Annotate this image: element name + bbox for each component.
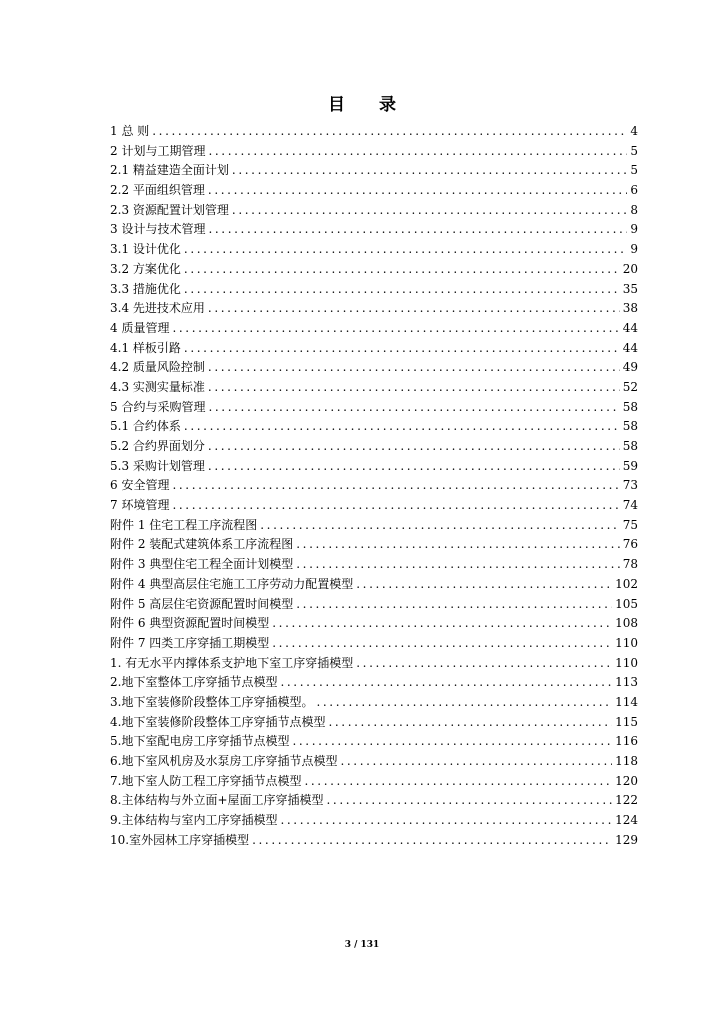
toc-entry[interactable] <box>110 220 638 240</box>
toc-entry-page-number: 102 <box>615 576 638 591</box>
toc-entry[interactable] <box>110 634 638 654</box>
toc-dot-leader <box>304 772 612 792</box>
toc-entry[interactable] <box>110 575 638 595</box>
toc-entry-page-number: 73 <box>622 478 638 493</box>
toc-dot-leader <box>272 634 612 654</box>
toc-dot-leader <box>356 654 612 674</box>
toc-entry-page-number: 52 <box>622 379 638 394</box>
toc-entry-label: 7 环境管理 <box>110 498 170 513</box>
toc-entry[interactable] <box>110 181 638 201</box>
table-of-contents <box>110 122 638 850</box>
toc-entry-label: 附件 6 典型资源配置时间模型 <box>110 616 270 631</box>
toc-entry[interactable] <box>110 595 638 615</box>
toc-dot-leader <box>184 260 620 280</box>
toc-entry-page-number: 59 <box>622 458 638 473</box>
toc-entry-page-number: 115 <box>615 714 638 729</box>
toc-entry-label: 8.主体结构与外立面+屋面工序穿插模型 <box>110 793 324 808</box>
toc-entry[interactable] <box>110 535 638 555</box>
toc-entry-page-number: 110 <box>615 655 638 670</box>
toc-entry[interactable] <box>110 457 638 477</box>
toc-entry-label: 附件 7 四类工序穿插工期模型 <box>110 635 270 650</box>
toc-entry-page-number: 49 <box>622 360 638 375</box>
toc-entry[interactable] <box>110 201 638 221</box>
toc-entry[interactable] <box>110 260 638 280</box>
toc-dot-leader <box>208 181 627 201</box>
toc-entry-page-number: 35 <box>622 281 638 296</box>
toc-entry[interactable] <box>110 516 638 536</box>
toc-dot-leader <box>340 752 612 772</box>
toc-entry[interactable] <box>110 654 638 674</box>
toc-entry-label: 3.4 先进技术应用 <box>110 301 205 316</box>
toc-entry[interactable] <box>110 417 638 437</box>
toc-entry-page-number: 116 <box>615 734 638 749</box>
toc-entry-page-number: 74 <box>622 498 638 513</box>
toc-dot-leader <box>208 358 620 378</box>
toc-entry-page-number: 110 <box>615 635 638 650</box>
toc-entry-page-number: 114 <box>615 694 638 709</box>
toc-entry-page-number: 38 <box>622 301 638 316</box>
toc-entry-label: 7.地下室人防工程工序穿插节点模型 <box>110 773 302 788</box>
toc-dot-leader <box>172 319 619 339</box>
toc-dot-leader <box>208 437 620 457</box>
toc-dot-leader <box>172 476 619 496</box>
toc-dot-leader <box>252 831 612 851</box>
toc-entry-page-number: 120 <box>615 773 638 788</box>
toc-dot-leader <box>316 693 612 713</box>
toc-dot-leader <box>280 811 612 831</box>
toc-entry-page-number: 78 <box>622 557 638 572</box>
toc-entry-page-number: 113 <box>615 675 638 690</box>
toc-entry[interactable] <box>110 673 638 693</box>
toc-entry-page-number: 5 <box>630 163 638 178</box>
toc-entry-label: 1 总 则 <box>110 124 150 138</box>
toc-entry[interactable] <box>110 772 638 792</box>
toc-entry-page-number: 58 <box>622 419 638 434</box>
toc-dot-leader <box>172 496 619 516</box>
toc-entry[interactable] <box>110 358 638 378</box>
toc-dot-leader <box>292 732 612 752</box>
toc-entry[interactable] <box>110 122 638 142</box>
toc-entry-label: 2.地下室整体工序穿插节点模型 <box>110 675 278 690</box>
toc-dot-leader <box>232 201 627 221</box>
toc-dot-leader <box>208 378 620 398</box>
toc-entry[interactable] <box>110 831 638 851</box>
toc-entry[interactable] <box>110 791 638 811</box>
toc-entry-label: 3.地下室装修阶段整体工序穿插模型。 <box>110 694 314 709</box>
toc-entry-page-number: 9 <box>630 222 638 237</box>
toc-dot-leader <box>184 417 620 437</box>
toc-entry-label: 4.2 质量风险控制 <box>110 360 205 375</box>
toc-entry[interactable] <box>110 555 638 575</box>
toc-entry-page-number: 76 <box>622 537 638 552</box>
toc-entry[interactable] <box>110 319 638 339</box>
toc-entry-page-number: 108 <box>615 616 638 631</box>
toc-entry[interactable] <box>110 339 638 359</box>
toc-entry-page-number: 4 <box>630 124 638 138</box>
toc-entry-page-number: 122 <box>615 793 638 808</box>
toc-entry-label: 5 合约与采购管理 <box>110 399 206 414</box>
toc-entry[interactable] <box>110 437 638 457</box>
toc-dot-leader <box>208 142 627 162</box>
toc-entry-label: 10.室外园林工序穿插模型 <box>110 832 250 847</box>
toc-entry-label: 4.1 样板引路 <box>110 340 181 355</box>
toc-dot-leader <box>208 457 620 477</box>
toc-entry-page-number: 124 <box>615 813 638 828</box>
toc-dot-leader <box>272 614 612 634</box>
toc-dot-leader <box>208 398 619 418</box>
toc-entry[interactable] <box>110 378 638 398</box>
toc-entry[interactable] <box>110 752 638 772</box>
toc-entry-label: 6 安全管理 <box>110 478 170 493</box>
page-number-footer: 3 / 131 <box>344 940 380 950</box>
toc-dot-leader <box>260 516 619 536</box>
toc-entry-page-number: 44 <box>622 340 638 355</box>
toc-entry-label: 附件 5 高层住宅资源配置时间模型 <box>110 596 294 611</box>
toc-entry-label: 3 设计与技术管理 <box>110 222 206 237</box>
toc-dot-leader <box>152 122 627 142</box>
toc-entry-page-number: 118 <box>615 754 638 768</box>
toc-entry-page-number: 20 <box>622 261 638 276</box>
toc-entry-label: 附件 4 典型高层住宅施工工序劳动力配置模型 <box>110 576 354 591</box>
toc-entry[interactable] <box>110 161 638 181</box>
toc-dot-leader <box>328 713 612 733</box>
toc-dot-leader <box>184 339 620 359</box>
toc-entry-label: 附件 1 住宅工程工序流程图 <box>110 517 258 532</box>
toc-dot-leader <box>327 791 613 811</box>
toc-entry-label: 4.3 实测实量标准 <box>110 379 205 394</box>
toc-entry-label: 5.1 合约体系 <box>110 419 181 434</box>
toc-entry-label: 1. 有无水平内撑体系支护地下室工序穿插模型 <box>110 655 354 670</box>
toc-entry-page-number: 6 <box>630 183 638 198</box>
toc-entry-page-number: 58 <box>622 439 638 453</box>
toc-dot-leader <box>208 299 620 319</box>
toc-entry-label: 3.3 措施优化 <box>110 281 181 296</box>
toc-entry-page-number: 9 <box>630 242 638 257</box>
toc-entry-label: 2 计划与工期管理 <box>110 143 206 158</box>
toc-dot-leader <box>356 575 612 595</box>
toc-entry[interactable] <box>110 240 638 260</box>
toc-dot-leader <box>296 595 612 615</box>
toc-dot-leader <box>208 220 627 240</box>
toc-entry[interactable] <box>110 614 638 634</box>
toc-entry[interactable] <box>110 299 638 319</box>
toc-dot-leader <box>232 161 627 181</box>
toc-entry-page-number: 129 <box>615 832 638 847</box>
toc-title: 目 录 <box>328 95 410 115</box>
toc-entry-label: 4 质量管理 <box>110 320 170 335</box>
toc-entry[interactable] <box>110 280 638 300</box>
toc-entry[interactable] <box>110 496 638 516</box>
toc-entry[interactable] <box>110 142 638 162</box>
toc-entry-label: 附件 3 典型住宅工程全面计划模型 <box>110 557 294 572</box>
toc-entry-page-number: 8 <box>630 202 638 217</box>
toc-entry-label: 2.3 资源配置计划管理 <box>110 202 229 217</box>
toc-entry-label: 9.主体结构与室内工序穿插模型 <box>110 813 278 828</box>
toc-dot-leader <box>184 240 627 260</box>
toc-entry[interactable] <box>110 398 638 418</box>
toc-entry-label: 4.地下室装修阶段整体工序穿插节点模型 <box>110 714 326 729</box>
toc-entry-page-number: 105 <box>615 596 638 611</box>
toc-dot-leader <box>280 673 612 693</box>
toc-entry[interactable] <box>110 713 638 733</box>
toc-entry-label: 3.1 设计优化 <box>110 242 181 257</box>
toc-entry-page-number: 58 <box>622 399 638 414</box>
toc-entry-page-number: 5 <box>630 143 638 158</box>
toc-entry-label: 5.3 采购计划管理 <box>110 458 205 473</box>
toc-entry-label: 6.地下室风机房及水泵房工序穿插节点模型 <box>110 754 338 768</box>
toc-entry-label: 附件 2 装配式建筑体系工序流程图 <box>110 537 294 552</box>
toc-entry[interactable] <box>110 811 638 831</box>
toc-dot-leader <box>184 280 620 300</box>
toc-entry[interactable] <box>110 732 638 752</box>
toc-dot-leader <box>296 555 619 575</box>
toc-entry[interactable] <box>110 693 638 713</box>
toc-dot-leader <box>296 535 619 555</box>
toc-entry-label: 3.2 方案优化 <box>110 261 181 276</box>
toc-entry-label: 2.2 平面组织管理 <box>110 183 205 198</box>
toc-entry-page-number: 75 <box>622 517 638 532</box>
toc-entry-page-number: 44 <box>622 320 638 335</box>
toc-entry[interactable] <box>110 476 638 496</box>
toc-entry-label: 5.地下室配电房工序穿插节点模型 <box>110 734 290 749</box>
toc-entry-label: 5.2 合约界面划分 <box>110 439 205 453</box>
toc-entry-label: 2.1 精益建造全面计划 <box>110 163 229 178</box>
